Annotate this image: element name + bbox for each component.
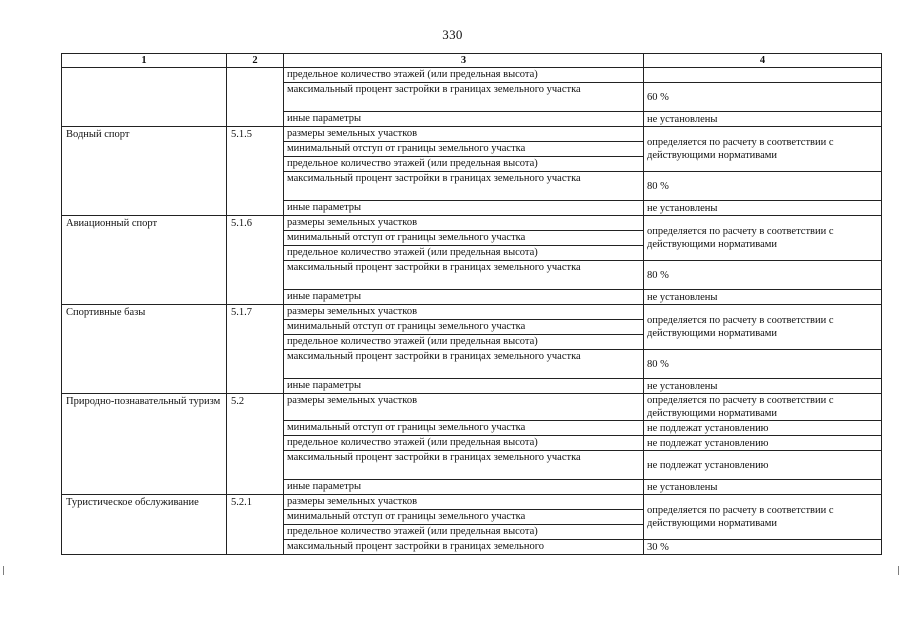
table-row — [62, 216, 882, 231]
parameter-name: минимальный отступ от границы земельного участка — [284, 510, 644, 525]
parameter-name: иные параметры — [284, 290, 644, 305]
parameter-value: 60 % — [644, 83, 882, 112]
parameter-name: размеры земельных участков — [284, 216, 644, 231]
parameter-value: не установлены — [644, 201, 882, 216]
parameter-name: предельное количество этажей (или предельная высота) — [284, 246, 644, 261]
table-row — [62, 305, 882, 320]
right-margin-mark: | — [897, 566, 901, 576]
parameter-value: не установлены — [644, 112, 882, 127]
parameter-name: предельное количество этажей (или предельная высота) — [284, 525, 644, 540]
parameter-name: максимальный процент застройки в границах земельного участка — [284, 172, 644, 201]
use-type-name: Природно-познавательный туризм — [62, 394, 227, 495]
parameter-name: иные параметры — [284, 112, 644, 127]
column-header-2: 2 — [227, 54, 284, 68]
parameter-name: минимальный отступ от границы земельного участка — [284, 421, 644, 436]
parameter-value: не установлены — [644, 480, 882, 495]
parameter-value: определяется по расчету в соответствии с действующими нормативами — [644, 127, 882, 172]
parameter-value: не установлены — [644, 290, 882, 305]
parameter-value: 80 % — [644, 261, 882, 290]
parameter-value: определяется по расчету в соответствии с действующими нормативами — [644, 394, 882, 421]
parameter-name: иные параметры — [284, 480, 644, 495]
parameter-name: иные параметры — [284, 201, 644, 216]
parameter-value: определяется по расчету в соответствии с действующими нормативами — [644, 305, 882, 350]
parameter-name: предельное количество этажей (или предельная высота) — [284, 436, 644, 451]
parameter-name: размеры земельных участков — [284, 305, 644, 320]
column-header-3: 3 — [284, 54, 644, 68]
parameter-name: максимальный процент застройки в границах земельного участка — [284, 350, 644, 379]
parameter-name: предельное количество этажей (или предельная высота) — [284, 157, 644, 172]
use-type-code: 5.1.6 — [227, 216, 284, 305]
use-type-name: Авиационный спорт — [62, 216, 227, 305]
use-type-code: 5.2.1 — [227, 495, 284, 555]
parameter-value: 80 % — [644, 350, 882, 379]
left-margin-mark: | — [2, 566, 6, 576]
use-type-name: Спортивные базы — [62, 305, 227, 394]
parameter-value: не подлежат установлению — [644, 421, 882, 436]
use-type-name — [62, 68, 227, 127]
parameter-name: минимальный отступ от границы земельного участка — [284, 231, 644, 246]
parameter-name: минимальный отступ от границы земельного участка — [284, 320, 644, 335]
parameter-value: не установлены — [644, 379, 882, 394]
parameter-name: максимальный процент застройки в границах земельного участка — [284, 83, 644, 112]
column-header-row — [62, 54, 882, 68]
parameter-name: размеры земельных участков — [284, 127, 644, 142]
parameter-name: размеры земельных участков — [284, 394, 644, 421]
page-number: 330 — [442, 27, 463, 42]
parameter-value: 80 % — [644, 172, 882, 201]
parameter-name: размеры земельных участков — [284, 495, 644, 510]
table-row — [62, 127, 882, 142]
parameter-name: максимальный процент застройки в границах земельного участка — [284, 451, 644, 480]
parameter-name: максимальный процент застройки в границах земельного участка — [284, 261, 644, 290]
use-type-code: 5.1.7 — [227, 305, 284, 394]
parameter-value: не подлежат установлению — [644, 451, 882, 480]
column-header-1: 1 — [62, 54, 227, 68]
use-type-name: Водный спорт — [62, 127, 227, 216]
parameter-name: иные параметры — [284, 379, 644, 394]
use-type-code: 5.1.5 — [227, 127, 284, 216]
land-use-parameters-table — [61, 53, 882, 555]
parameter-value: определяется по расчету в соответствии с действующими нормативами — [644, 216, 882, 261]
parameter-value: 30 % — [644, 540, 882, 555]
column-header-4: 4 — [644, 54, 882, 68]
parameter-name: максимальный процент застройки в границах земельного — [284, 540, 644, 555]
parameter-name: минимальный отступ от границы земельного участка — [284, 142, 644, 157]
table-row — [62, 394, 882, 421]
parameter-value: определяется по расчету в соответствии с действующими нормативами — [644, 495, 882, 540]
parameter-name: предельное количество этажей (или предельная высота) — [284, 68, 644, 83]
use-type-code — [227, 68, 284, 127]
table-row — [62, 68, 882, 83]
use-type-code: 5.2 — [227, 394, 284, 495]
table-row — [62, 495, 882, 510]
parameter-value: не подлежат установлению — [644, 436, 882, 451]
parameter-value — [644, 68, 882, 83]
use-type-name: Туристическое обслуживание — [62, 495, 227, 555]
parameter-name: предельное количество этажей (или предельная высота) — [284, 335, 644, 350]
